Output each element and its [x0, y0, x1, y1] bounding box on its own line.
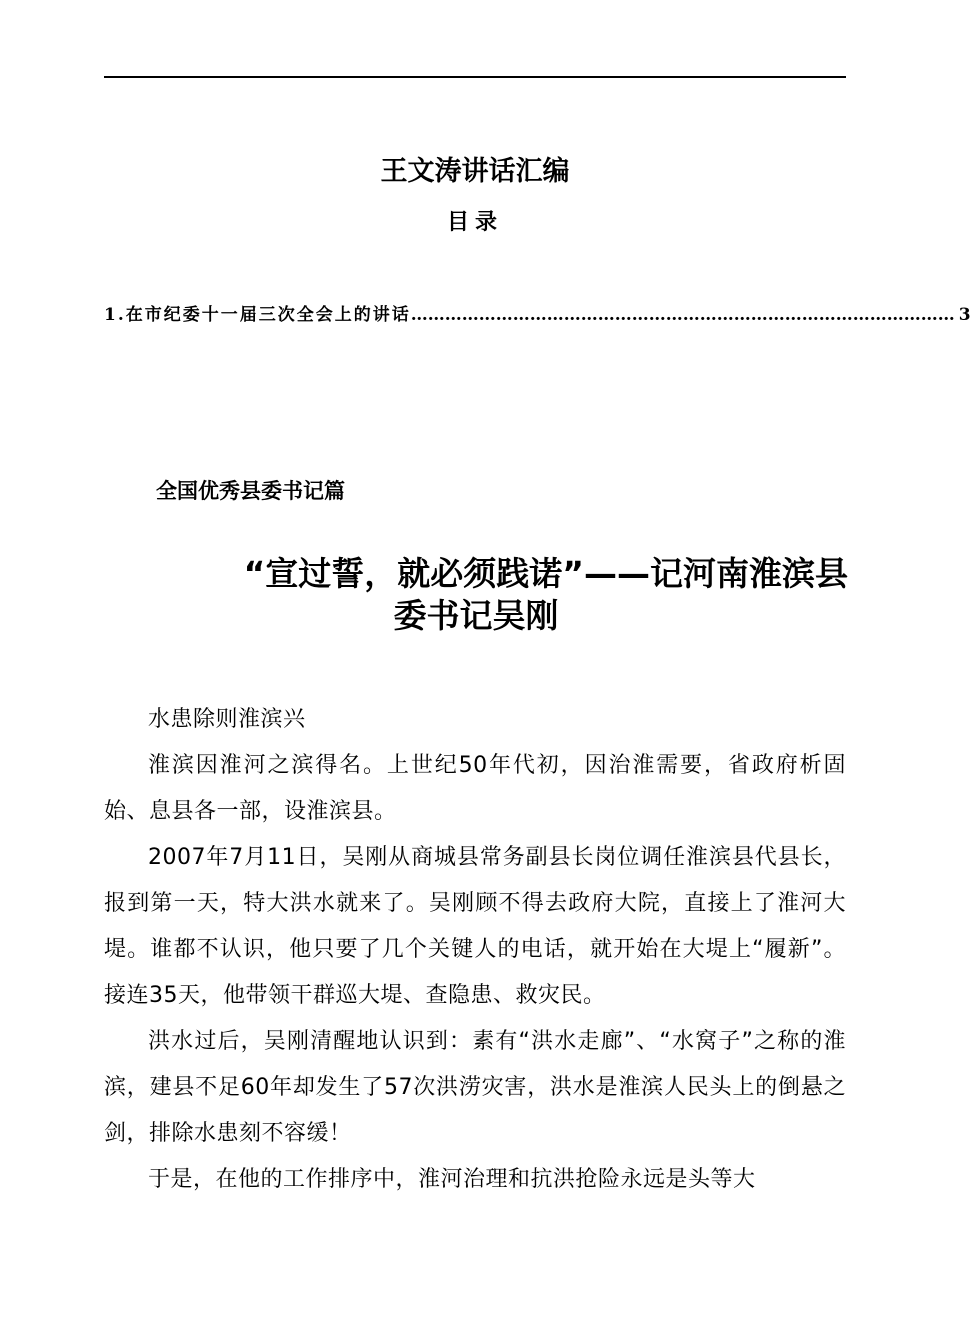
- article-title-line-1: “宣过誓，就必须践诺”——记河南淮滨县: [243, 554, 848, 593]
- toc-entry-page: 3: [958, 305, 973, 325]
- article-title-line-2: 委书记吴刚: [393, 596, 559, 635]
- toc-heading: 目录: [446, 210, 503, 235]
- header-rule: [104, 76, 846, 78]
- article-body: [104, 697, 846, 1203]
- body-paragraph: 洪水过后，吴刚清醒地认识到：素有“洪水走廊”、“水窝子”之称的淮滨，建县不足60年却发生了57次洪涝灾害，洪水是淮滨人民头上的倒悬之剑，排除水患刻不容缓！: [104, 1029, 846, 1146]
- toc-entry-leader: ……………………………………………………………………………………: [410, 305, 955, 325]
- article-title: [104, 553, 848, 637]
- document-title: 王文涛讲话汇编: [380, 156, 570, 187]
- toc-entry-label: 1.在市纪委十一届三次全会上的讲话: [104, 305, 411, 325]
- body-paragraph: 淮滨因淮河之滨得名。上世纪50年代初，因治淮需要，省政府析固始、息县各一部，设淮滨县。: [104, 753, 846, 824]
- section-label: 全国优秀县委书记篇: [156, 479, 345, 503]
- body-paragraph: 于是，在他的工作排序中，淮河治理和抗洪抢险永远是头等大: [148, 1167, 756, 1192]
- body-paragraph: 2007年7月11日，吴刚从商城县常务副县长岗位调任淮滨县代县长，报到第一天，特大洪水就来了。吴刚顾不得去政府大院，直接上了淮河大堤。谁都不认识，他只要了几个关键人的电话，就开始在大堤上“履新”。接连35天，他带领干群巡大堤、查隐患、救灾民。: [104, 845, 846, 1008]
- body-paragraph: 水患除则淮滨兴: [148, 707, 306, 732]
- toc-entry[interactable]: [104, 300, 973, 330]
